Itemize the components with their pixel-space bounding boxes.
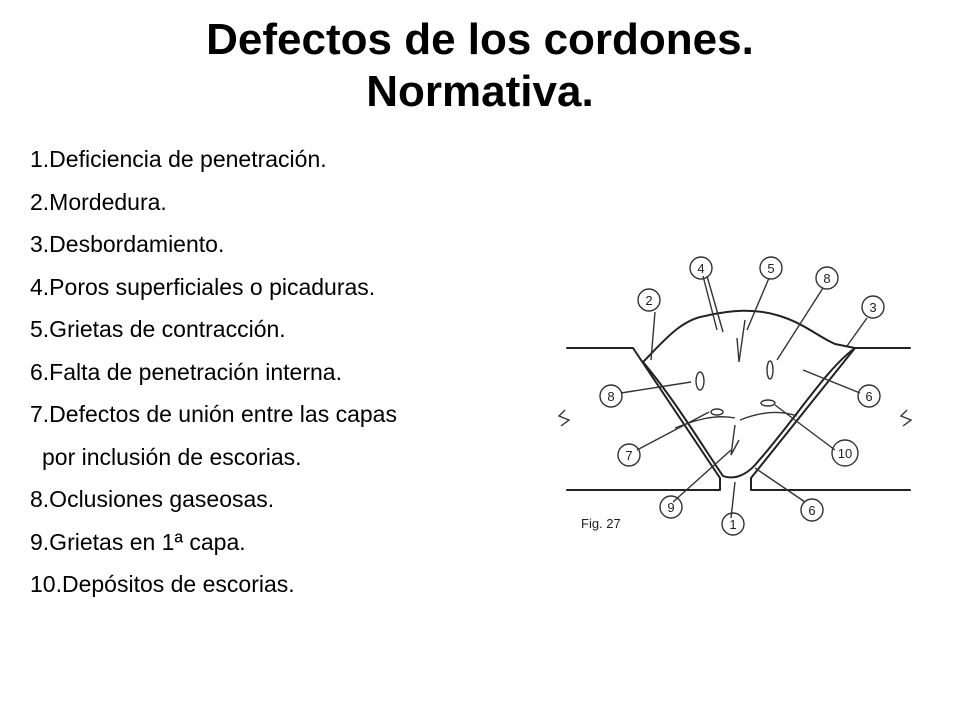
slag-deposit <box>761 400 775 406</box>
leader-line <box>755 468 805 502</box>
list-item: 7.Defectos de unión entre las capas <box>30 401 397 427</box>
svg-text:3: 3 <box>869 300 877 315</box>
list-item: 5.Grietas de contracción. <box>30 316 286 342</box>
leader-line <box>803 370 860 393</box>
svg-text:8: 8 <box>607 389 615 404</box>
callout-6-bottom <box>801 499 823 521</box>
leader-line <box>777 288 823 360</box>
list-item: 4.Poros superficiales o picaduras. <box>30 273 376 300</box>
list-item: 1.Deficiencia de penetración. <box>30 146 327 172</box>
callout-7 <box>618 444 640 466</box>
svg-text:5: 5 <box>767 261 775 276</box>
svg-text:9: 9 <box>667 500 675 515</box>
callout-3 <box>862 296 884 318</box>
list-item: 3.Desbordamiento. <box>30 231 225 257</box>
leader-line <box>847 318 867 346</box>
right-plate <box>751 348 910 490</box>
callout-4 <box>690 257 712 279</box>
weld-cross-section-diagram <box>555 250 935 550</box>
list-item: 2.Mordedura. <box>30 188 167 215</box>
list-item: 9.Grietas en 1ª capa. <box>30 528 246 555</box>
gas-pore <box>767 361 773 379</box>
svg-text:1: 1 <box>729 517 737 532</box>
defects-list <box>30 138 550 606</box>
shrinkage-crack <box>737 320 745 362</box>
callout-5 <box>760 257 782 279</box>
svg-text:6: 6 <box>865 389 873 404</box>
svg-text:2: 2 <box>645 293 653 308</box>
svg-text:7: 7 <box>625 448 633 463</box>
root-crack <box>731 425 739 455</box>
callout-6-right <box>858 385 880 407</box>
callout-2 <box>638 289 660 311</box>
title-line-2: Normativa. <box>366 67 594 116</box>
weld-defects-figure <box>555 250 935 550</box>
weld-layer-line <box>740 413 797 420</box>
slag-deposit <box>711 409 723 415</box>
left-break-mark <box>559 410 569 426</box>
list-item-continuation: por inclusión de escorias. <box>42 443 302 470</box>
callout-10 <box>832 440 858 466</box>
list-item: 10.Depósitos de escorias. <box>30 571 295 597</box>
callout-8-left <box>600 385 622 407</box>
title-line-1: Defectos de los cordones. <box>206 15 754 64</box>
svg-text:6: 6 <box>808 503 816 518</box>
callout-1 <box>722 513 744 535</box>
svg-text:8: 8 <box>823 271 831 286</box>
list-item: 6.Falta de penetración interna. <box>30 358 342 385</box>
callout-8-top <box>816 267 838 289</box>
callout-9 <box>660 496 682 518</box>
list-item: 8.Oclusiones gaseosas. <box>30 486 275 512</box>
svg-text:10: 10 <box>837 446 853 461</box>
leader-line <box>747 278 769 330</box>
gas-pore <box>696 372 704 390</box>
slide-title <box>0 14 960 118</box>
right-break-mark <box>901 410 911 426</box>
weld-bead <box>643 311 855 478</box>
figure-caption: Fig. 27 <box>581 516 621 531</box>
svg-text:4: 4 <box>697 261 705 276</box>
